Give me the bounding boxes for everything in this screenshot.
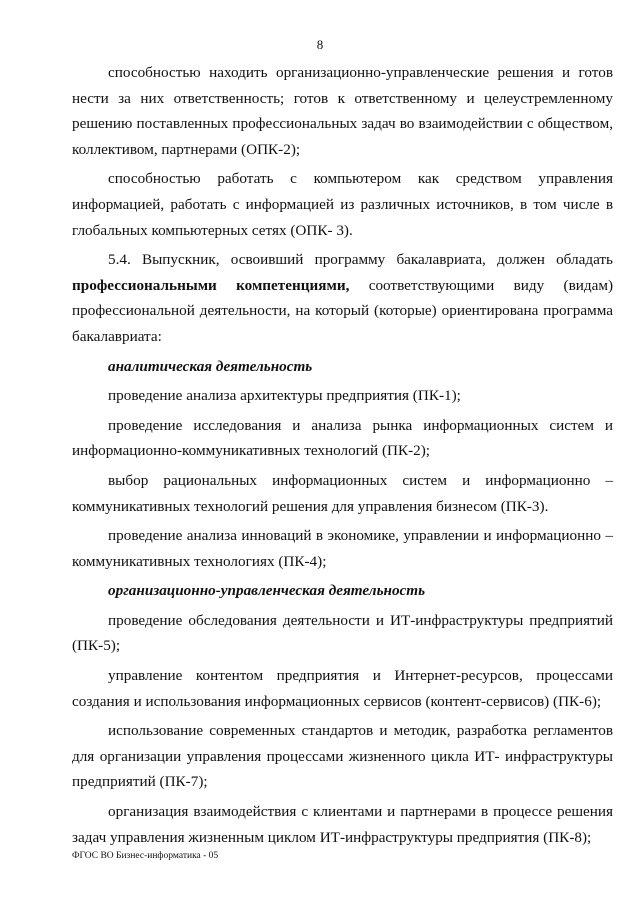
- paragraph-pk-4: проведение анализа инноваций в экономике, управлении и информационно – коммуникативных технологиях (ПК-4);: [72, 527, 613, 570]
- heading-organizational-activity: организационно-управленческая деятельность: [108, 582, 426, 600]
- paragraph-pk-8: организация взаимодействия с клиентами и партнерами в процессе решения задач управления жизненным циклом ИТ-инфраструктуры предприятия (ПК-8);: [72, 803, 613, 846]
- paragraph-pk-1: проведение анализа архитектуры предприятия (ПК-1);: [108, 387, 461, 405]
- section-5-4-rest: соответствующими виду (видам) профессиональной деятельности, на который (которые) ориентирована программа бакалавриата:: [72, 276, 614, 345]
- paragraph-pk-5: проведение обследования деятельности и ИТ-инфраструктуры предприятий (ПК-5);: [72, 611, 613, 655]
- paragraph-pk-2: проведение исследования и анализа рынка информационных систем и информационно-коммуникативных технологий (ПК-2);: [72, 416, 613, 460]
- paragraph-pk-7: использование современных стандартов и методик, разработка регламентов для организации управления процессами жизненного цикла ИТ- инфраструктуры предприятий (ПК-7);: [72, 722, 613, 791]
- paragraph-section-5-4: [72, 247, 613, 349]
- paragraph-pk-3: выбор рациональных информационных систем и информационно – коммуникативных технологий решения для управления бизнесом (ПК-3).: [72, 471, 613, 515]
- heading-analytical-activity: аналитическая деятельность: [108, 357, 313, 375]
- document-body: [72, 60, 613, 850]
- section-5-4-bold-term: профессиональными компетенциями,: [72, 276, 350, 294]
- footer-standard-code: ФГОС ВО Бизнес-информатика - 05: [72, 851, 219, 861]
- paragraph-pk-6: управление контентом предприятия и Интернет-ресурсов, процессами создания и использования информационных сервисов (контент-сервисов) (ПК-6);: [72, 667, 613, 710]
- page-number: 8: [316, 37, 324, 52]
- paragraph-opk-2: способностью находить организационно-управленческие решения и готов нести за них ответственность; готов к ответственному и целеустремленному решению поставленных профессиональных задач во взаимодействии с обществом, коллективом, партнерами (ОПК-2);: [72, 64, 613, 158]
- section-5-4-intro: 5.4. Выпускник, освоивший программу бакалавриата, должен обладать: [108, 251, 613, 269]
- paragraph-opk-3: способностью работать с компьютером как средством управления информацией, работать с информацией из различных источников, в том числе в глобальных компьютерных сетях (ОПК- 3).: [72, 170, 613, 239]
